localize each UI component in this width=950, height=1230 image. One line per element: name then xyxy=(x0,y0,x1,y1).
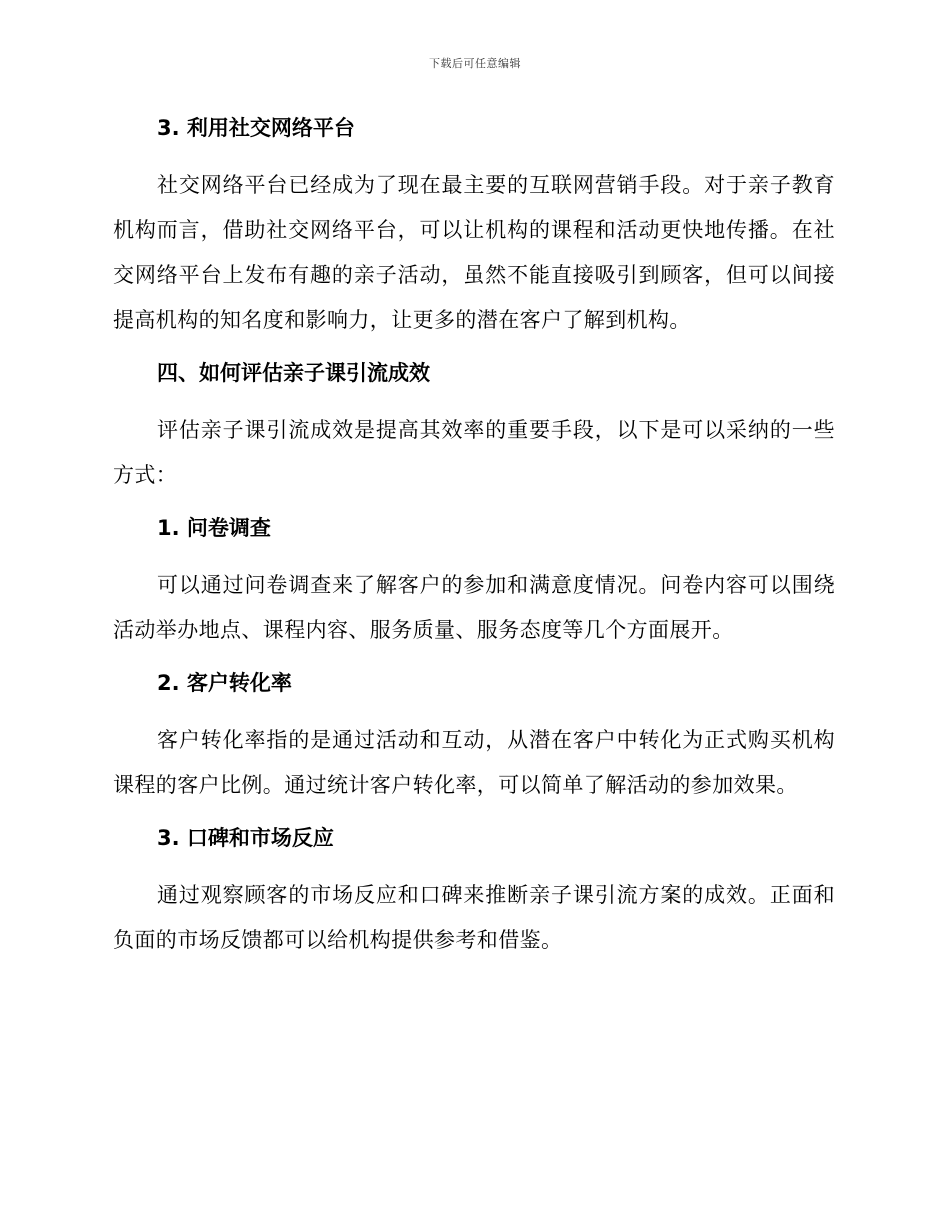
paragraph-evaluate-intro: 评估亲子课引流成效是提高其效率的重要手段，以下是可以采纳的一些方式： xyxy=(113,418,835,487)
section-heading-social-network: 3. 利用社交网络平台 xyxy=(157,116,355,140)
paragraph-social-network: 社交网络平台已经成为了现在最主要的互联网营销手段。对于亲子教育机构而言，借助社交网络平台，可以让机构的课程和活动更快地传播。在社交网络平台上发布有趣的亲子活动，虽然不能直接吸引到顾客，但可以间接提高机构的知名度和影响力，让更多的潜在客户了解到机构。 xyxy=(113,173,835,332)
section-heading-conversion-rate: 2. 客户转化率 xyxy=(157,671,292,695)
paragraph-survey: 可以通过问卷调查来了解客户的参加和满意度情况。问卷内容可以围绕活动举办地点、课程内容、服务质量、服务态度等几个方面展开。 xyxy=(113,573,835,642)
section-heading-survey: 1. 问卷调查 xyxy=(157,516,271,540)
page-header-note: 下载后可任意编辑 xyxy=(429,57,521,70)
document-body xyxy=(113,112,835,963)
section-heading-evaluate: 四、如何评估亲子课引流成效 xyxy=(157,361,430,385)
section-heading-word-of-mouth: 3. 口碑和市场反应 xyxy=(157,826,334,850)
paragraph-conversion-rate: 客户转化率指的是通过活动和互动，从潜在客户中转化为正式购买机构课程的客户比例。通过统计客户转化率，可以简单了解活动的参加效果。 xyxy=(113,728,835,797)
paragraph-word-of-mouth: 通过观察顾客的市场反应和口碑来推断亲子课引流方案的成效。正面和负面的市场反馈都可以给机构提供参考和借鉴。 xyxy=(113,883,835,952)
